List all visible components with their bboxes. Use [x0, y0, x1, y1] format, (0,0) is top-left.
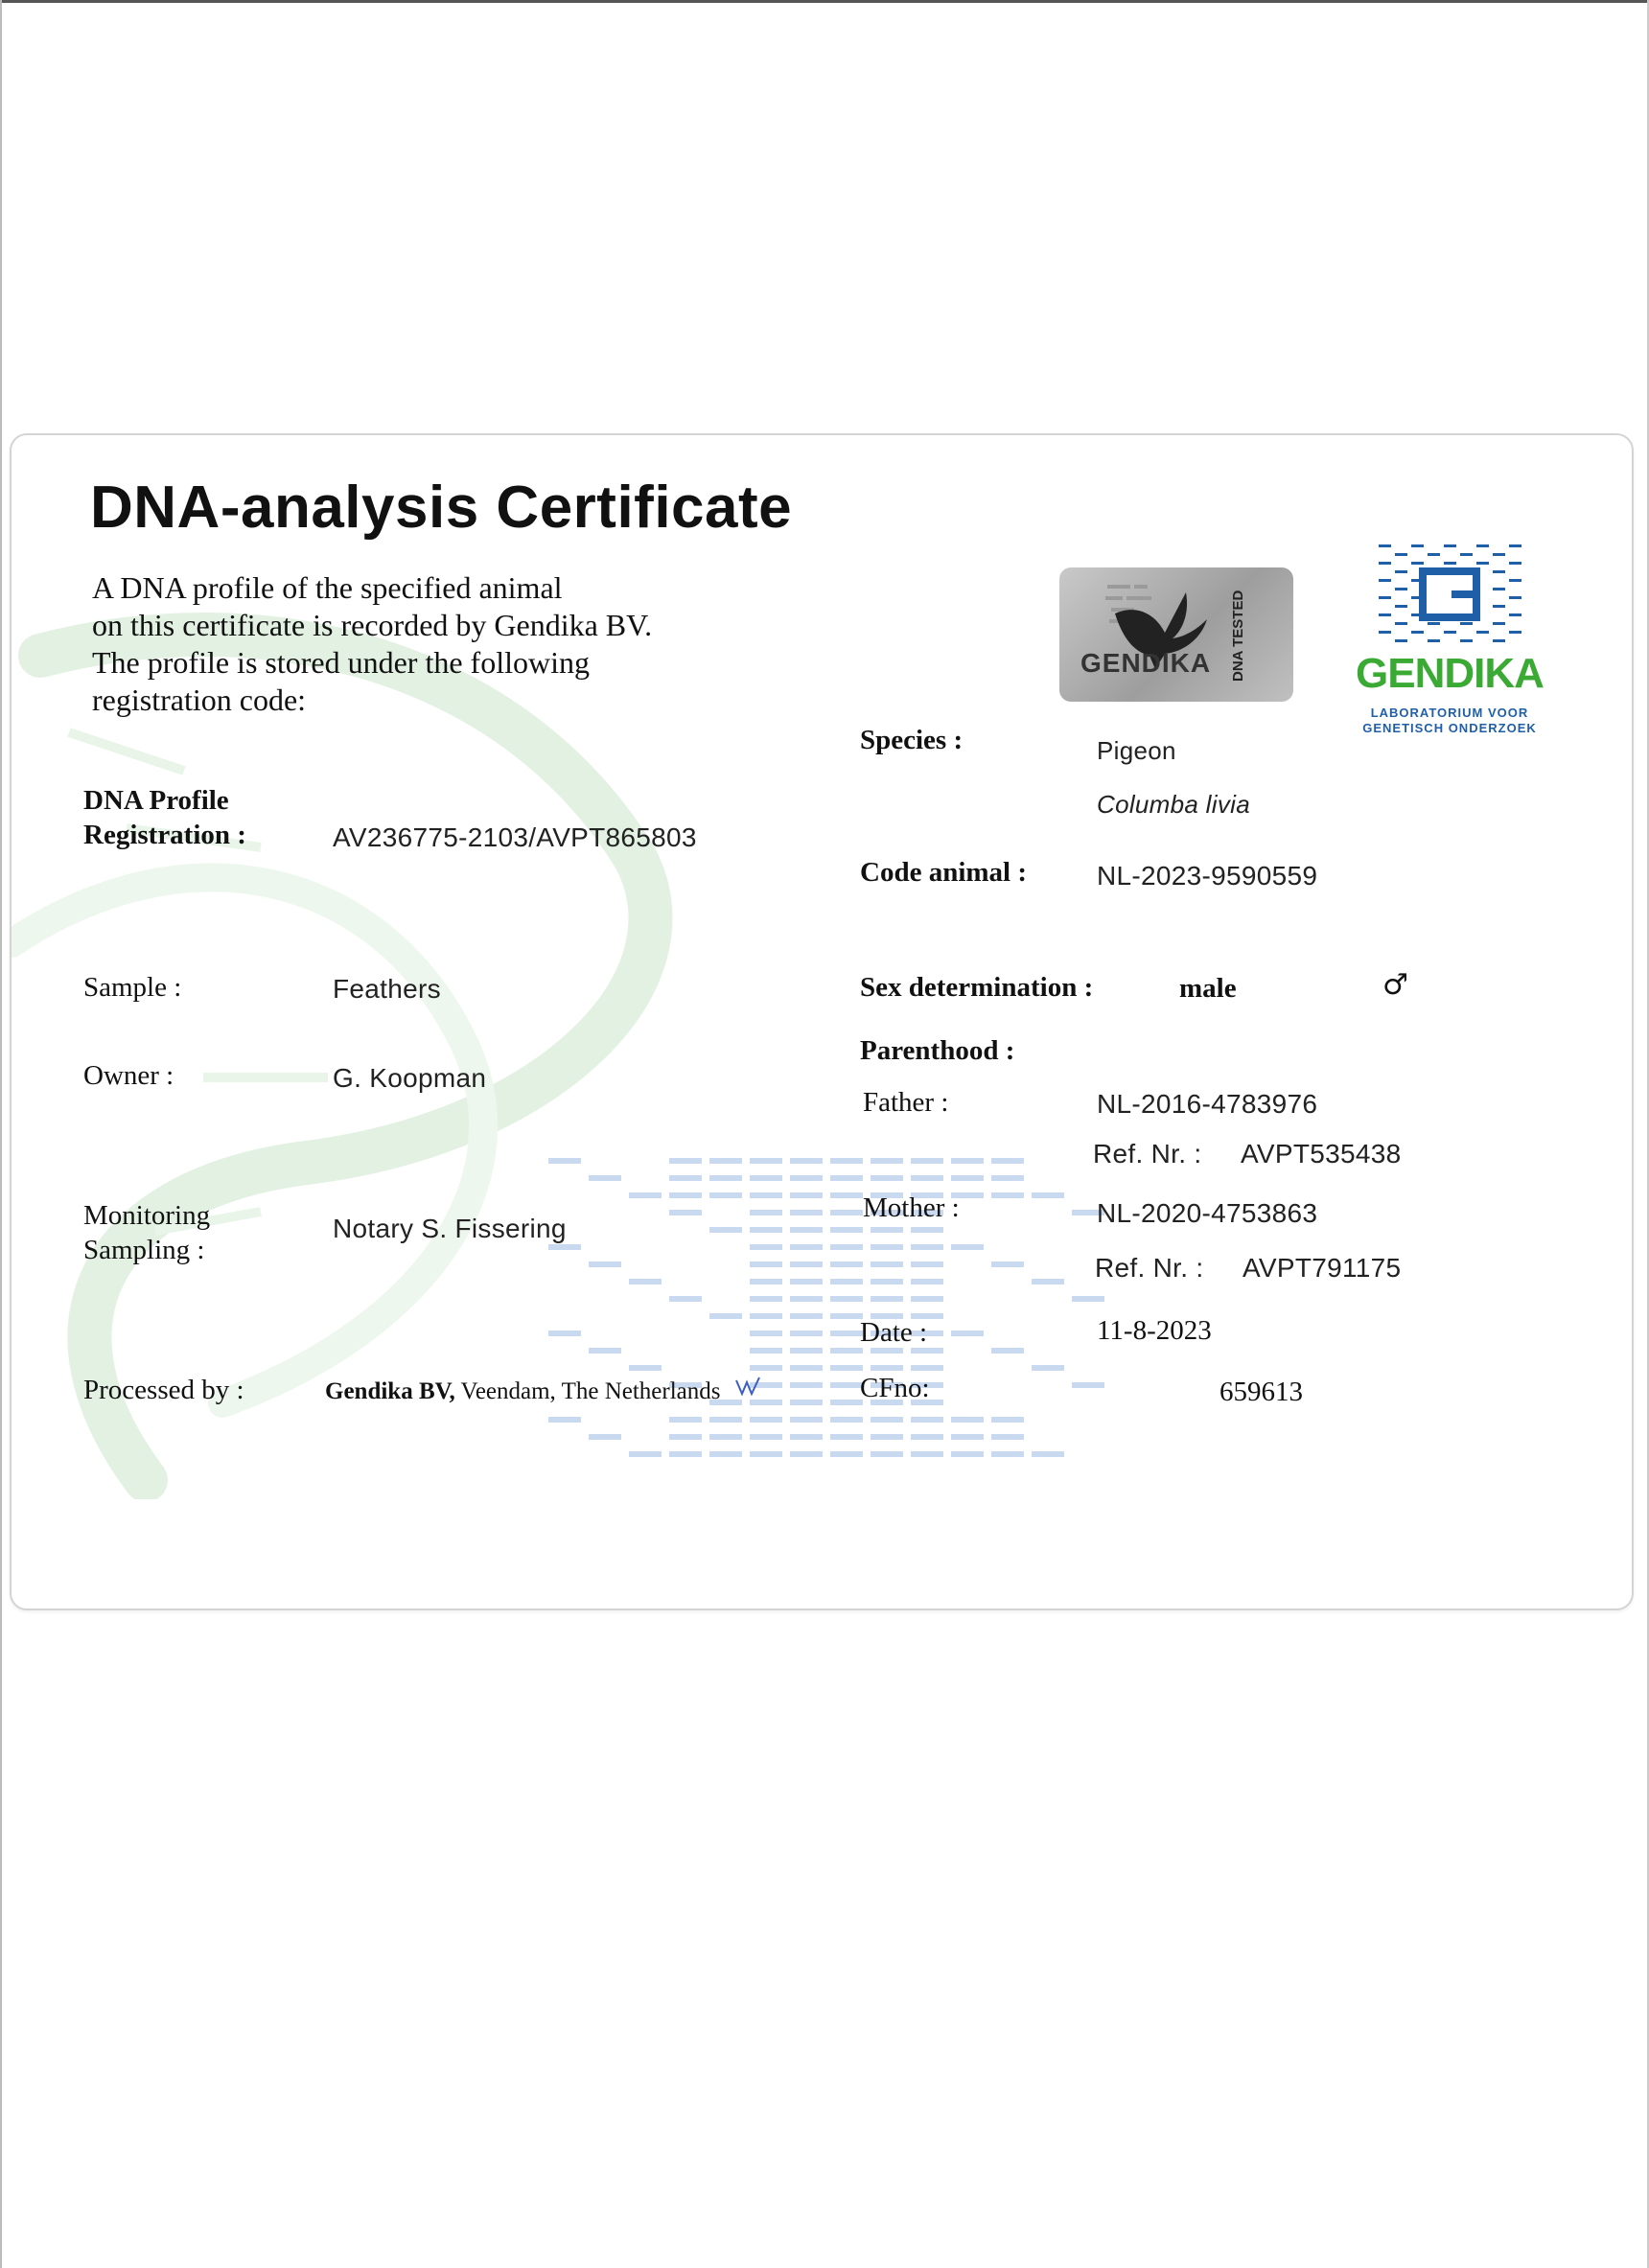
watermark-dash: [871, 1244, 903, 1250]
code-animal-label: Code animal :: [860, 857, 1027, 888]
watermark-dash: [750, 1244, 782, 1250]
mother-value: NL-2020-4753863: [1097, 1198, 1318, 1228]
watermark-dash: [790, 1192, 823, 1198]
watermark-dash: [951, 1417, 984, 1423]
logo-dash: [1395, 553, 1407, 556]
watermark-dash: [911, 1417, 943, 1423]
watermark-dash: [790, 1434, 823, 1440]
watermark-dash: [911, 1175, 943, 1181]
watermark-dash: [911, 1279, 943, 1284]
watermark-dash: [790, 1348, 823, 1354]
watermark-dash: [790, 1400, 823, 1405]
father-ref-value: AVPT535438: [1241, 1139, 1402, 1169]
watermark-dash: [629, 1192, 662, 1198]
watermark-dash: [589, 1175, 621, 1181]
watermark-dash: [911, 1296, 943, 1302]
watermark-dash: [790, 1175, 823, 1181]
logo-dash: [1444, 544, 1456, 547]
watermark-dash: [830, 1279, 863, 1284]
logo-dash: [1476, 562, 1489, 565]
watermark-dash: [911, 1365, 943, 1371]
logo-dash: [1476, 544, 1489, 547]
logo-dash: [1428, 622, 1440, 625]
watermark-dash: [830, 1158, 863, 1164]
logo-dash: [1395, 639, 1407, 642]
registration-label-line2: Registration :: [83, 820, 246, 850]
intro-line: on this certificate is recorded by Gendika BV.: [92, 608, 653, 642]
watermark-dash: [750, 1175, 782, 1181]
logo-dash: [1395, 588, 1407, 590]
gendika-logo: [1354, 543, 1555, 744]
logo-dash: [1509, 596, 1521, 599]
watermark-dash: [629, 1451, 662, 1457]
watermark-dash: [871, 1365, 903, 1371]
watermark-dash: [709, 1175, 742, 1181]
watermark-dash: [951, 1434, 984, 1440]
watermark-dash: [830, 1192, 863, 1198]
watermark-dash: [911, 1434, 943, 1440]
watermark-dash: [830, 1313, 863, 1319]
logo-dash: [1460, 553, 1473, 556]
watermark-dash: [830, 1331, 863, 1336]
sample-label: Sample :: [83, 972, 182, 1003]
watermark-dash: [750, 1434, 782, 1440]
watermark-dash: [709, 1227, 742, 1233]
watermark-dash: [750, 1417, 782, 1423]
logo-dash: [1428, 639, 1440, 642]
logo-dash: [1444, 631, 1456, 634]
logo-dash: [1509, 562, 1521, 565]
watermark-dash: [709, 1434, 742, 1440]
certificate-card: [10, 433, 1634, 1610]
watermark-dash: [790, 1158, 823, 1164]
watermark-dash: [790, 1331, 823, 1336]
watermark-dash: [1032, 1192, 1064, 1198]
watermark-dash: [991, 1261, 1024, 1267]
sex-determination-label: Sex determination :: [860, 972, 1094, 1003]
logo-dash: [1493, 570, 1505, 573]
watermark-dash: [830, 1451, 863, 1457]
watermark-dash: [830, 1400, 863, 1405]
sex-value: male: [1179, 973, 1237, 1004]
logo-dash: [1460, 622, 1473, 625]
owner-label: Owner :: [83, 1060, 174, 1091]
watermark-dash: [589, 1261, 621, 1267]
watermark-dash: [830, 1210, 863, 1215]
logo-tagline: [1354, 706, 1545, 736]
watermark-dash: [790, 1382, 823, 1388]
intro-line: A DNA profile of the specified animal: [92, 570, 563, 605]
watermark-dash: [709, 1313, 742, 1319]
watermark-dash: [629, 1279, 662, 1284]
watermark-dash: [669, 1210, 702, 1215]
watermark-dash: [669, 1192, 702, 1198]
logo-dash: [1428, 553, 1440, 556]
watermark-dash: [750, 1158, 782, 1164]
logo-tagline-line1: LABORATORIUM VOOR: [1370, 706, 1529, 720]
watermark-dash: [871, 1451, 903, 1457]
processed-by-label: Processed by :: [83, 1375, 244, 1405]
monitoring-value: Notary S. Fissering: [333, 1214, 567, 1243]
watermark-dash: [871, 1158, 903, 1164]
father-value: NL-2016-4783976: [1097, 1089, 1318, 1119]
watermark-dash: [669, 1434, 702, 1440]
watermark-dash: [911, 1261, 943, 1267]
watermark-dash: [669, 1158, 702, 1164]
watermark-dash: [991, 1348, 1024, 1354]
watermark-dash: [589, 1434, 621, 1440]
watermark-dash: [991, 1417, 1024, 1423]
scan-edge-left: [0, 0, 2, 2268]
logo-dash: [1460, 639, 1473, 642]
watermark-dash: [669, 1451, 702, 1457]
species-latin-name: Columba livia: [1097, 790, 1250, 819]
species-label: Species :: [860, 725, 964, 755]
watermark-dash: [750, 1313, 782, 1319]
date-value: 11-8-2023: [1097, 1315, 1212, 1346]
watermark-dash: [709, 1417, 742, 1423]
watermark-dash: [790, 1210, 823, 1215]
watermark-dash: [830, 1175, 863, 1181]
watermark-dash: [790, 1417, 823, 1423]
watermark-dash: [750, 1192, 782, 1198]
processed-by-value: [325, 1378, 721, 1405]
watermark-dash: [991, 1451, 1024, 1457]
initials-signature-icon: [734, 1375, 763, 1398]
watermark-dash: [669, 1417, 702, 1423]
gendika-watermark-icon: [539, 1154, 1133, 1470]
watermark-dash: [629, 1365, 662, 1371]
sample-value: Feathers: [333, 974, 441, 1004]
watermark-dash: [669, 1175, 702, 1181]
watermark-dash: [548, 1244, 581, 1250]
father-ref-label: Ref. Nr. :: [1093, 1139, 1202, 1169]
watermark-dash: [750, 1261, 782, 1267]
watermark-dash: [750, 1296, 782, 1302]
watermark-dash: [790, 1296, 823, 1302]
watermark-dash: [709, 1192, 742, 1198]
logo-dash: [1493, 605, 1505, 608]
watermark-dash: [790, 1365, 823, 1371]
watermark-dash: [589, 1348, 621, 1354]
logo-dash: [1509, 631, 1521, 634]
father-label: Father :: [863, 1087, 949, 1118]
logo-dash: [1444, 562, 1456, 565]
processed-by-company: Gendika BV,: [325, 1378, 455, 1404]
watermark-dash: [871, 1261, 903, 1267]
watermark-dash: [951, 1451, 984, 1457]
watermark-dash: [871, 1227, 903, 1233]
logo-dash: [1379, 562, 1391, 565]
watermark-dash: [790, 1244, 823, 1250]
watermark-dash: [951, 1244, 984, 1250]
logo-dash: [1395, 605, 1407, 608]
logo-dash: [1395, 570, 1407, 573]
watermark-dash: [669, 1296, 702, 1302]
watermark-dash: [750, 1365, 782, 1371]
scan-edge-top: [0, 0, 1649, 3]
watermark-dash: [750, 1451, 782, 1457]
watermark-dash: [871, 1296, 903, 1302]
watermark-dash: [830, 1417, 863, 1423]
mother-label: Mother :: [863, 1192, 960, 1223]
watermark-dash: [709, 1158, 742, 1164]
watermark-dash: [991, 1158, 1024, 1164]
watermark-dash: [830, 1296, 863, 1302]
parenthood-label: Parenthood :: [860, 1035, 1015, 1066]
intro-text: [92, 569, 652, 719]
logo-dash: [1395, 622, 1407, 625]
watermark-dash: [790, 1227, 823, 1233]
watermark-dash: [790, 1451, 823, 1457]
logo-dash: [1493, 588, 1505, 590]
intro-line: The profile is stored under the following: [92, 645, 590, 680]
watermark-dash: [871, 1434, 903, 1440]
watermark-dash: [790, 1279, 823, 1284]
logo-dash: [1379, 631, 1391, 634]
seal-side-text: DNA TESTED: [1230, 590, 1246, 682]
owner-value: G. Koopman: [333, 1063, 487, 1093]
logo-dash: [1509, 544, 1521, 547]
monitoring-label-line2: Sampling :: [83, 1235, 205, 1265]
watermark-dash: [911, 1244, 943, 1250]
watermark-dash: [991, 1192, 1024, 1198]
logo-dash: [1509, 579, 1521, 582]
mother-ref-value: AVPT791175: [1243, 1253, 1402, 1283]
watermark-dash: [951, 1158, 984, 1164]
watermark-dash: [1032, 1365, 1064, 1371]
watermark-dash: [548, 1331, 581, 1336]
logo-dash: [1411, 631, 1424, 634]
registration-label-line1: DNA Profile: [83, 785, 229, 816]
registration-value: AV236775-2103/AVPT865803: [333, 822, 697, 852]
watermark-dash: [871, 1417, 903, 1423]
watermark-dash: [871, 1279, 903, 1284]
watermark-dash: [1032, 1279, 1064, 1284]
logo-dash: [1493, 639, 1505, 642]
code-animal-value: NL-2023-9590559: [1097, 861, 1318, 891]
watermark-dash: [991, 1175, 1024, 1181]
species-common-name: Pigeon: [1097, 736, 1176, 765]
logo-dash: [1493, 622, 1505, 625]
watermark-dash: [548, 1158, 581, 1164]
watermark-dash: [548, 1417, 581, 1423]
logo-dash: [1493, 553, 1505, 556]
watermark-dash: [750, 1400, 782, 1405]
gendika-g-logo-icon: [1375, 543, 1524, 646]
male-symbol-icon: ♂: [1382, 968, 1408, 1002]
logo-dash: [1509, 613, 1521, 616]
watermark-dash: [911, 1227, 943, 1233]
certificate-title: DNA-analysis Certificate: [90, 474, 793, 541]
logo-dash: [1379, 613, 1391, 616]
dna-tested-seal: [1059, 567, 1293, 702]
watermark-dash: [830, 1434, 863, 1440]
watermark-dash: [1032, 1451, 1064, 1457]
watermark-dash: [790, 1261, 823, 1267]
monitoring-label-line1: Monitoring: [83, 1200, 211, 1231]
watermark-dash: [830, 1227, 863, 1233]
watermark-dash: [790, 1313, 823, 1319]
watermark-dash: [1072, 1296, 1104, 1302]
watermark-dash: [1072, 1382, 1104, 1388]
watermark-dash: [750, 1279, 782, 1284]
logo-dash: [1379, 579, 1391, 582]
watermark-dash: [830, 1382, 863, 1388]
watermark-dash: [991, 1434, 1024, 1440]
logo-dash: [1411, 562, 1424, 565]
processed-by-location: Veendam, The Netherlands: [460, 1378, 721, 1404]
intro-line: registration code:: [92, 683, 307, 717]
watermark-dash: [750, 1227, 782, 1233]
watermark-dash: [911, 1451, 943, 1457]
logo-dash: [1476, 631, 1489, 634]
watermark-dash: [830, 1261, 863, 1267]
watermark-dash: [951, 1331, 984, 1336]
mother-ref-label: Ref. Nr. :: [1095, 1253, 1204, 1283]
cfno-label: CFno:: [860, 1373, 930, 1403]
watermark-dash: [911, 1158, 943, 1164]
watermark-dash: [709, 1451, 742, 1457]
watermark-dash: [871, 1175, 903, 1181]
logo-dash: [1379, 544, 1391, 547]
logo-dash: [1411, 544, 1424, 547]
logo-name-text: GENDIKA: [1356, 650, 1544, 697]
watermark-dash: [750, 1331, 782, 1336]
watermark-dash: [830, 1348, 863, 1354]
cfno-value: 659613: [1219, 1377, 1303, 1407]
logo-dash: [1379, 596, 1391, 599]
date-label: Date :: [860, 1317, 928, 1348]
seal-brand-text: GENDIKA: [1080, 648, 1212, 678]
watermark-dash: [951, 1175, 984, 1181]
watermark-dash: [830, 1244, 863, 1250]
watermark-dash: [750, 1348, 782, 1354]
watermark-dash: [750, 1210, 782, 1215]
watermark-dash: [830, 1365, 863, 1371]
logo-tagline-line2: GENETISCH ONDERZOEK: [1362, 721, 1537, 735]
